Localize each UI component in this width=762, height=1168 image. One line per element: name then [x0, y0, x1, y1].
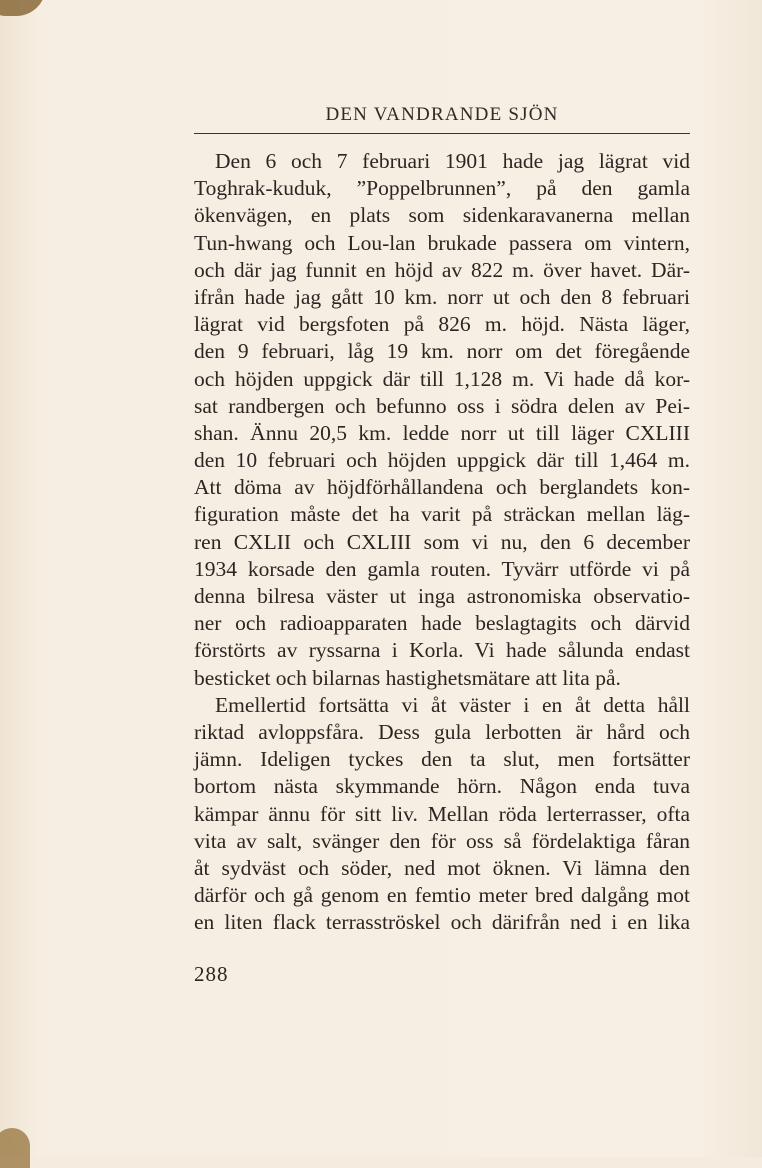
text-line: vita av salt, svänger den för oss så fördelaktiga fåran: [194, 828, 690, 853]
text-line: Att döma av höjdförhållandena och berglandets kon-: [194, 475, 690, 500]
page-corner-stain: [0, 0, 46, 16]
text-line: och där jag funnit en höjd av 822 m. över havet. Där-: [194, 257, 690, 282]
text-line: därför och gå genom en femtio meter bred dalgång mot: [194, 883, 690, 908]
text-line: riktad avloppsfåra. Dess gula lerbotten är hård och: [194, 719, 690, 744]
text-line: 1934 korsade den gamla routen. Tyvärr utförde vi på: [194, 556, 690, 581]
page-corner-stain-bottom: [0, 1128, 30, 1168]
text-line: Den 6 och 7 februari 1901 hade jag lägrat vid: [215, 149, 690, 173]
text-line: lägrat vid bergsfoten på 826 m. höjd. Nästa läger,: [194, 312, 690, 337]
page-number: 288: [194, 962, 229, 986]
text-line: denna bilresa väster ut inga astronomiska observatio-: [194, 584, 690, 608]
text-line: ren CXLII och CXLIII som vi nu, den 6 december: [194, 529, 690, 554]
paragraph-2: [194, 692, 690, 937]
text-line: figuration måste det ha varit på sträckan mellan läg-: [194, 502, 690, 527]
text-line: ner och radioapparaten hade beslagtagits och därvid: [194, 611, 690, 636]
text-line: jämn. Ideligen tyckes den ta slut, men fortsätter: [194, 747, 690, 772]
text-line: förstörts av ryssarna i Korla. Vi hade sålunda endast: [194, 638, 690, 663]
text-line: kämpar ännu för sitt liv. Mellan röda lerterrasser, ofta: [194, 801, 690, 826]
text-line: den 9 februari, låg 19 km. norr om det föregående: [194, 339, 690, 364]
running-head: DEN VANDRANDE SJÖN: [325, 104, 559, 125]
header-rule: [194, 133, 690, 134]
text-line: Tun-hwang och Lou-lan brukade passera om vintern,: [194, 230, 690, 255]
text-line: shan. Ännu 20,5 km. ledde norr ut till läger CXLIII: [194, 420, 690, 445]
text-line: ökenvägen, en plats som sidenkaravanerna mellan: [194, 203, 690, 228]
text-line: sat randbergen och befunno oss i södra delen av Pei-: [194, 393, 690, 418]
text-line: den 10 februari och höjden uppgick där till 1,464 m.: [194, 448, 690, 473]
text-line: en liten flack terrasströskel och därifrån ned i en lika: [194, 910, 690, 935]
text-line: Emellertid fortsätta vi åt väster i en åt detta håll: [215, 692, 690, 717]
text-line: bortom nästa skymmande hörn. Någon enda tuva: [194, 774, 690, 799]
text-line: ifrån hade jag gått 10 km. norr ut och den 8 februari: [194, 284, 690, 309]
paragraph-1: [194, 148, 690, 692]
text-line: besticket och bilarnas hastighetsmätare att lita på.: [194, 665, 621, 690]
text-line: åt sydväst och söder, ned mot öknen. Vi lämna den: [194, 855, 690, 880]
body-text: [194, 148, 690, 936]
text-line: och höjden uppgick där till 1,128 m. Vi hade då kor-: [194, 366, 690, 391]
text-line: Toghrak-kuduk, ”Poppelbrunnen”, på den gamla: [194, 176, 690, 201]
